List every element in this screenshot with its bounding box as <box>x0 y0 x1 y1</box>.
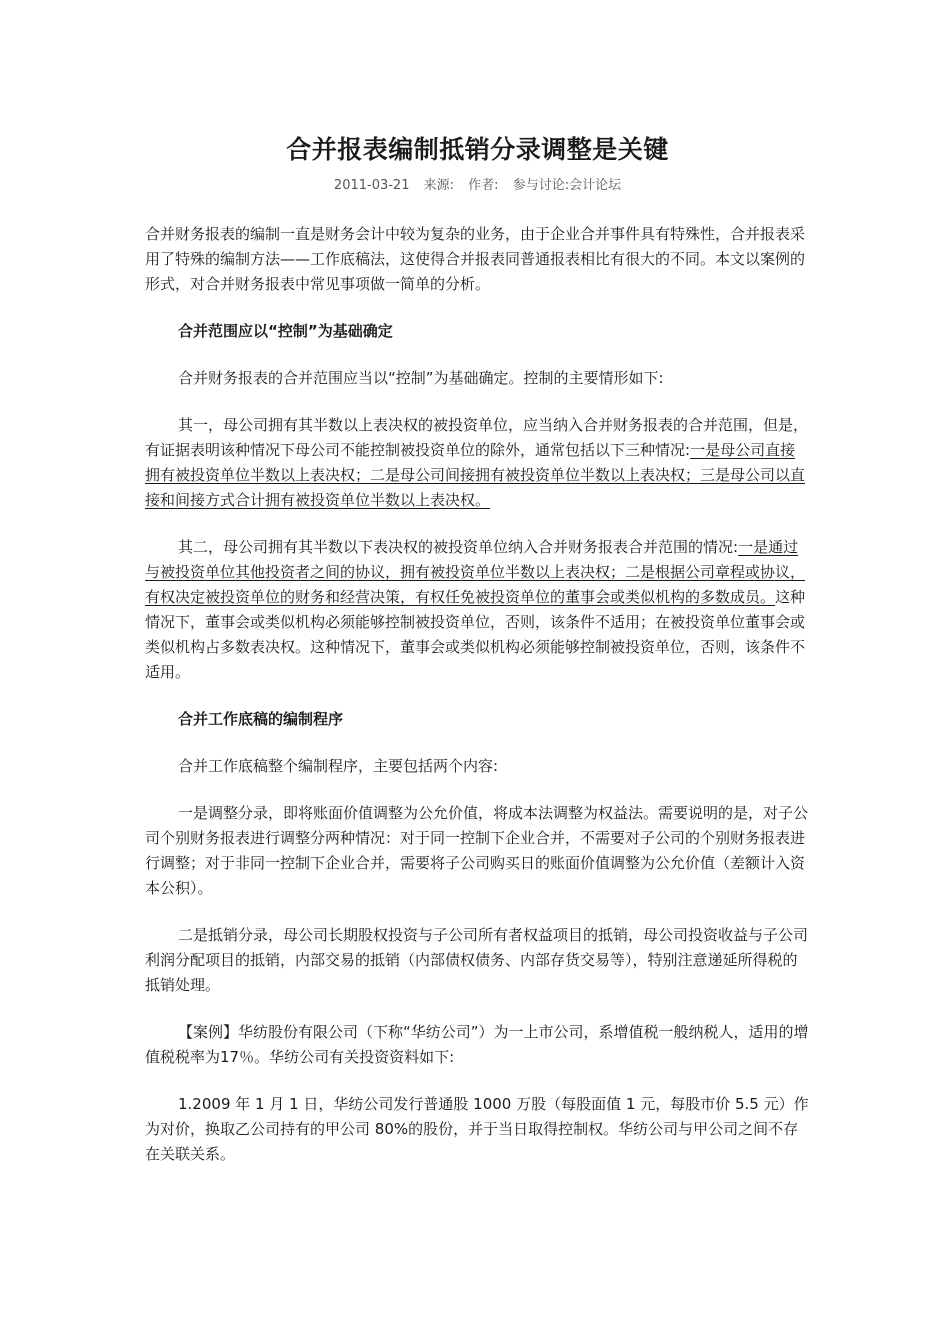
paragraph <box>145 535 810 685</box>
source-label: 来源: <box>423 178 455 193</box>
paragraph <box>145 413 810 513</box>
intro-paragraph: 合并财务报表的编制一直是财务会计中较为复杂的业务，由于企业合并事件具有特殊性，合并报表采用了特殊的编制方法——工作底稿法，这使得合并报表同普通报表相比有很大的不同。本文以案例的形式，对合并财务报表中常见事项做一简单的分析。 <box>145 225 806 293</box>
paragraph: 二是抵销分录，母公司长期股权投资与子公司所有者权益项目的抵销，母公司投资收益与子公司利润分配项目的抵销，内部交易的抵销（内部债权债务、内部存货交易等），特别注意递延所得税的抵销处理。 <box>145 926 809 994</box>
case-item: 1.2009 年 1 月 1 日，华纺公司发行普通股 1000 万股（每股面值 1 元，每股市价 5.5 元）作为对价，换取乙公司持有的甲公司 80%的股份，并于当日取得控制权。华纺公司与甲公司之间不存在关联关系。 <box>145 1095 809 1163</box>
section-heading: 合并工作底稿的编制程序 <box>178 710 344 728</box>
author-label: 作者: <box>468 178 499 193</box>
paragraph: 合并工作底稿整个编制程序，主要包括两个内容: <box>178 757 499 775</box>
underlined-text: 一是通过与被投资单位其他投资者之间的协议，拥有被投资单位半数以上表决权；二是根据公司章程或协议，有权决定被投资单位的财务和经营决策，有权任免被投资单位的董事会或类似机构的多数成员。 <box>145 538 806 606</box>
paragraph-text: 其二，母公司拥有其半数以下表决权的被投资单位纳入合并财务报表合并范围的情况: <box>178 538 739 556</box>
article-meta <box>145 176 810 196</box>
article <box>145 132 810 1167</box>
discuss-link[interactable]: 参与讨论:会计论坛 <box>512 178 622 193</box>
paragraph: 合并财务报表的合并范围应当以“控制”为基础确定。控制的主要情形如下: <box>178 369 664 387</box>
section-heading: 合并范围应以“控制”为基础确定 <box>178 322 393 340</box>
paragraph-text: 其一，母公司拥有其半数以上表决权的被投资单位，应当纳入合并财务报表的合并范围，但是，有证据表明该种情况下母公司不能控制被投资单位的除外，通常包括以下三种情况: <box>145 416 809 459</box>
paragraph-text: 这种情况下，董事会或类似机构必须能够控制被投资单位，否则，该条件不适用；在被投资单位董事会或类似机构占多数表决权。这种情况下，董事会或类似机构必须能够控制被投资单位，否则，该条件不适用。 <box>145 588 806 681</box>
case-paragraph: 【案例】华纺股份有限公司（下称“华纺公司”）为一上市公司，系增值税一般纳税人，适用的增值税税率为17％。华纺公司有关投资资料如下: <box>145 1023 809 1066</box>
paragraph: 一是调整分录，即将账面价值调整为公允价值，将成本法调整为权益法。需要说明的是，对子公司个别财务报表进行调整分两种情况：对于同一控制下企业合并，不需要对子公司的个别财务报表进行调整；对于非同一控制下企业合并，需要将子公司购买日的账面价值调整为公允价值（差额计入资本公积）。 <box>145 804 809 897</box>
underlined-text: 一是母公司直接拥有被投资单位半数以上表决权；二是母公司间接拥有被投资单位半数以上表决权；三是母公司以直接和间接方式合计拥有被投资单位半数以上表决权。 <box>145 441 806 509</box>
article-title: 合并报表编制抵销分录调整是关键 <box>286 135 669 164</box>
publish-date: 2011-03-21 <box>333 178 410 193</box>
